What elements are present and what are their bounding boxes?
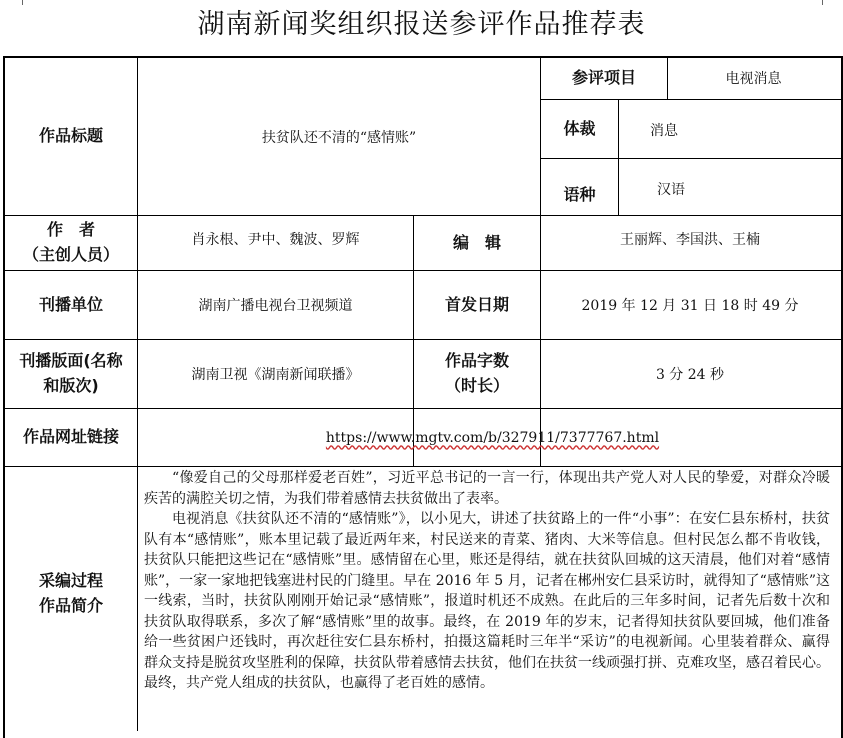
page-edge-mark [822,0,823,5]
edition-label-line2: 和版次) [43,376,99,395]
editor-value: 王丽辉、李国洪、王楠 [620,232,760,248]
genre-value: 消息 [650,123,678,139]
summary-text [138,468,836,730]
page-edge-mark [22,0,23,5]
url-label: 作品网址链接 [22,427,119,447]
first-pub-value: 2019 年 12 月 31 日 18 时 49 分 [581,298,799,314]
editor-label: 编 辑 [452,232,501,252]
author-label [5,216,137,270]
author-label-line1: 作 者 [46,220,95,240]
edition-value: 湖南卫视《湖南新闻联播》 [191,367,360,383]
summary-paragraph: 电视消息《扶贫队还不清的“感情账”》，以小见大，讲述了扶贫路上的一件“小事”：在安仁县东桥村，扶贫队有本“感情账”，账本里记载了最近两年来，村民送来的青菜、猪肉、大米等信息。但村民怎么都不肯收钱，扶贫队只能把这些记在“感情账”里。感情留在心里，账还是得结，就在扶贫队回城的这天清晨，他们对着“感情账”，一家一家地把钱塞进村民的门缝里。早在 2016 年 5 月，记者在郴州安仁县采访时，就得知了“感情账”这一线索，当时，扶贫队刚刚开始记录“感情账”，报道时机还不成熟。在此后的三年多时间，记者先后数十次和扶贫队取得联系，多次了解“感情账”里的故事。最终，在 2019 年的岁末，记者得知扶贫队要回城，他们准备给一些贫困户还钱时，再次赶往安仁县东桥村，拍摄这篇耗时三年半“采访”的电视新闻。心里装着群众、赢得群众支持是脱贫攻坚胜利的保障，扶贫队带着感情去扶贫，他们在扶贫一线顽强打拼、克难攻坚，感召着民心。最终，共产党人组成的扶贫队，也赢得了老百姓的感情。 [144,511,830,691]
category-label: 参评项目 [571,68,636,88]
summary-label [5,467,137,730]
length-label-line1: 作品字数 [444,351,509,371]
edition-label-line1: 刊播版面(名称 [19,351,123,371]
edition-label [5,340,137,408]
language-value: 汉语 [657,182,685,198]
summary-label-line1: 采编过程 [38,570,103,590]
author-label-line2: （主创人员） [22,245,119,264]
genre-label: 体裁 [563,118,596,138]
language-label: 语种 [563,184,596,204]
summary-paragraph: “像爱自己的父母那样爱老百姓”，习近平总书记的一言一行，体现出共产党人对人民的挚爱，对群众冷暖疾苦的满腔关切之情，为我们带着感情去扶贫做出了表率。 [144,470,830,507]
work-url-link[interactable]: https://www.mgtv.com/b/327911/7377767.html [325,429,660,446]
summary-label-line2: 作品简介 [38,595,103,615]
author-value: 肖永根、尹中、魏波、罗辉 [191,232,360,248]
work-title-value: 扶贫队还不清的“感情账” [261,129,417,146]
first-pub-label: 首发日期 [444,294,509,314]
category-value: 电视消息 [725,71,782,87]
publisher-label: 刊播单位 [38,294,103,314]
work-url-cell [138,409,839,466]
length-label-line2: （时长） [444,376,509,395]
length-label [414,340,540,408]
work-title-label: 作品标题 [38,126,103,146]
page-title: 湖南新闻奖组织报送参评作品推荐表 [197,9,646,40]
publisher-value: 湖南广播电视台卫视频道 [198,298,353,314]
length-value: 3 分 24 秒 [655,367,725,383]
